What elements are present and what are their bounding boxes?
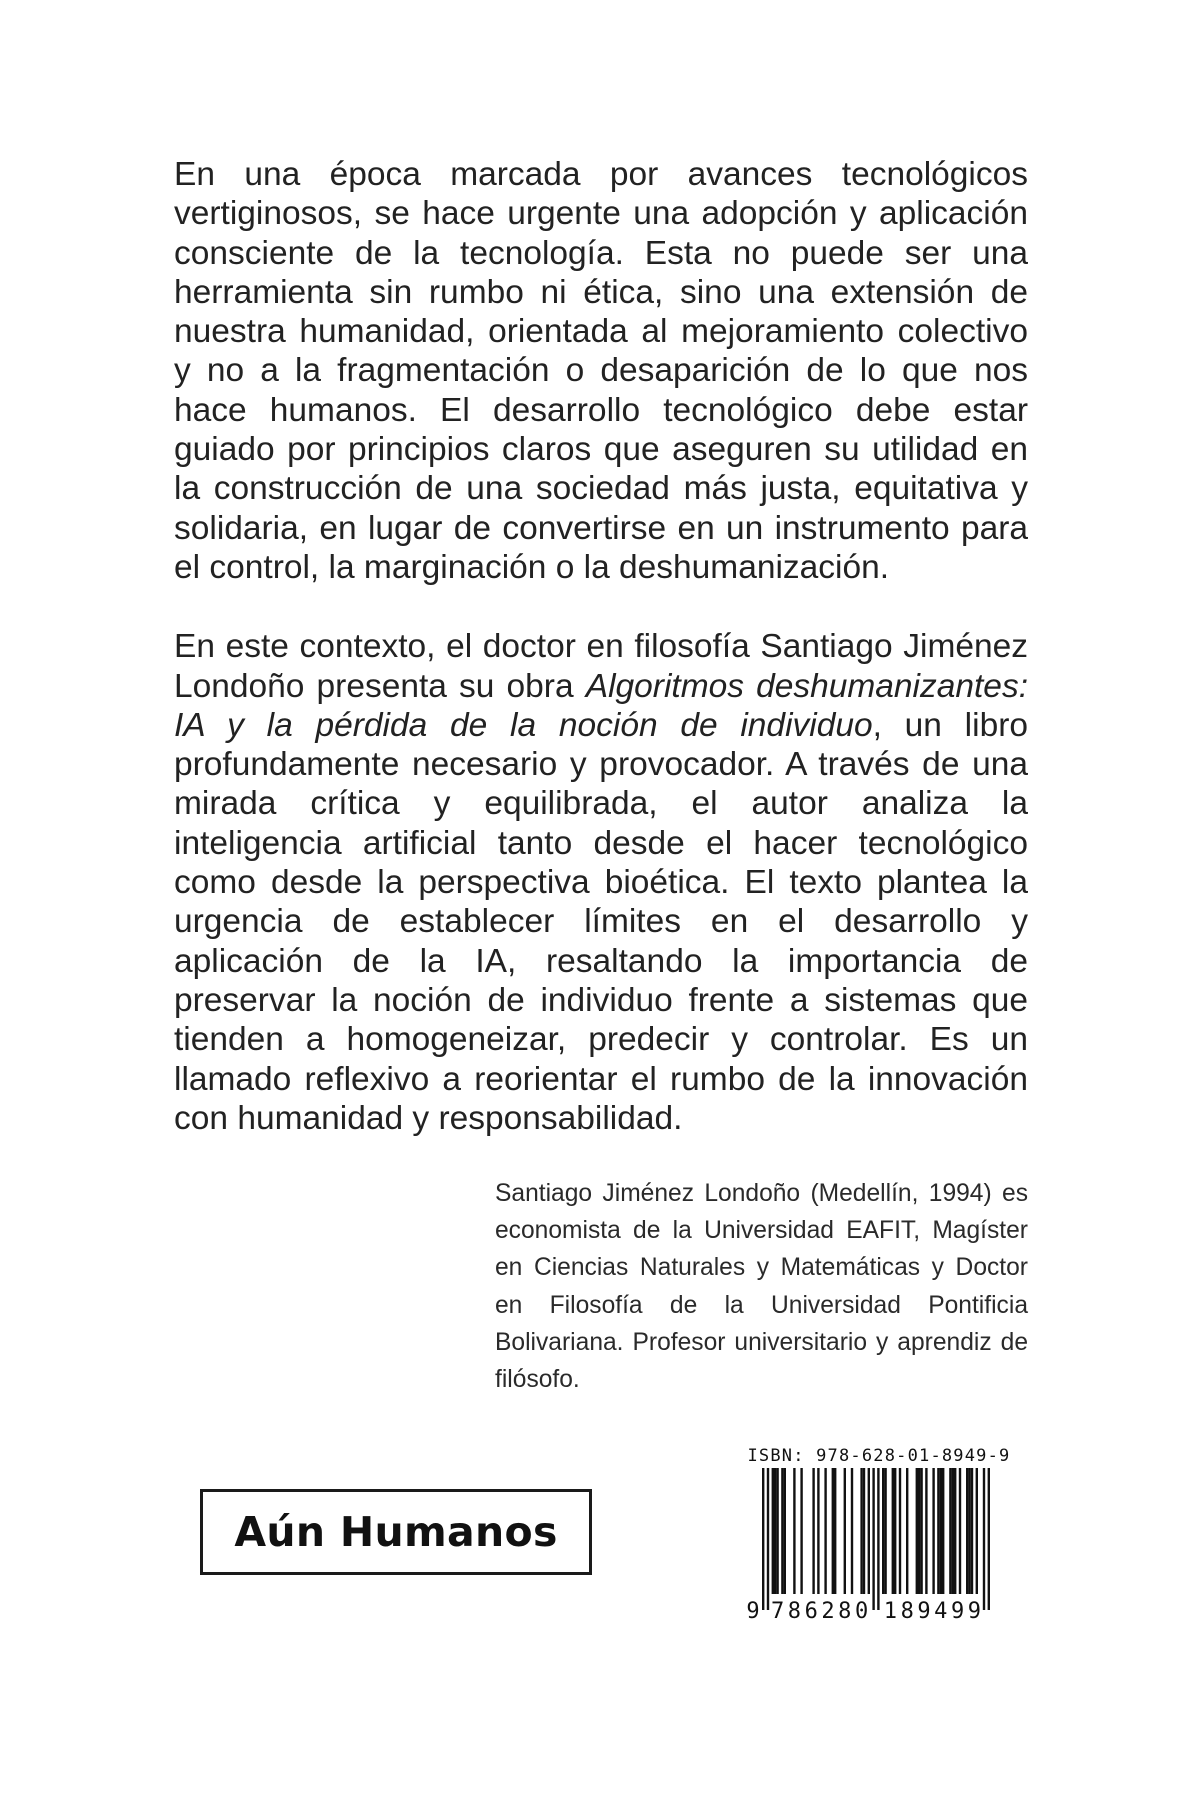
barcode-digit-8: 8 bbox=[900, 1599, 914, 1624]
barcode-digit-1: 7 bbox=[770, 1599, 785, 1624]
barcode-bar bbox=[971, 1468, 973, 1594]
barcode-bar bbox=[872, 1468, 874, 1610]
barcode-bar bbox=[937, 1468, 939, 1594]
synopsis-text-before-title: En este contexto, el doctor en filosofía Santiago Jiménez Londoño presenta su obra bbox=[174, 628, 1028, 705]
barcode-bar bbox=[952, 1468, 954, 1594]
barcode-bar bbox=[959, 1468, 961, 1594]
barcode-bar bbox=[767, 1468, 769, 1610]
barcode-bar bbox=[894, 1468, 896, 1594]
barcode-bar bbox=[968, 1468, 970, 1594]
barcode-bar bbox=[812, 1468, 814, 1594]
barcode-bar bbox=[844, 1468, 846, 1594]
barcode-bar bbox=[925, 1468, 927, 1594]
barcode-bar bbox=[834, 1468, 836, 1594]
barcode-bar bbox=[776, 1468, 778, 1594]
barcode-digit-4: 2 bbox=[821, 1599, 835, 1624]
barcode-digit-11: 9 bbox=[950, 1599, 965, 1624]
barcode-digit-5: 8 bbox=[838, 1599, 852, 1624]
barcode-bar bbox=[906, 1468, 908, 1594]
barcode-bar bbox=[916, 1468, 918, 1594]
barcode-bar bbox=[942, 1468, 944, 1594]
barcode-bar bbox=[772, 1468, 774, 1594]
barcode-digit-9: 9 bbox=[917, 1599, 931, 1624]
barcode-digit-7: 1 bbox=[883, 1599, 898, 1624]
imprint-name: Aún Humanos bbox=[234, 1508, 558, 1556]
barcode-digit-3: 6 bbox=[804, 1599, 818, 1624]
barcode-bar bbox=[988, 1468, 990, 1610]
barcode-bar bbox=[863, 1468, 865, 1594]
barcode-bar bbox=[824, 1468, 826, 1594]
author-bio bbox=[495, 1175, 1028, 1398]
barcode-bar bbox=[949, 1468, 951, 1594]
barcode-bar bbox=[784, 1468, 786, 1594]
barcode-bar bbox=[832, 1468, 834, 1594]
synopsis-paragraph-2 bbox=[174, 627, 1028, 1138]
barcode-bar bbox=[774, 1468, 776, 1594]
barcode-bar bbox=[966, 1468, 968, 1594]
barcode-digit-2: 8 bbox=[787, 1599, 802, 1624]
barcode-bar bbox=[781, 1468, 783, 1594]
barcode-bar bbox=[983, 1468, 985, 1610]
barcode-digit-0: 9 bbox=[746, 1599, 760, 1624]
barcode-bar bbox=[851, 1468, 853, 1594]
isbn-label: ISBN: 978-628-01-8949-9 bbox=[747, 1446, 1011, 1466]
book-title: Algoritmos deshumanizantes: IA y la pérdida de la noción de individuo bbox=[174, 667, 1028, 744]
barcode-bar bbox=[918, 1468, 920, 1594]
barcode-bar bbox=[940, 1468, 942, 1594]
barcode-bar bbox=[882, 1468, 884, 1594]
barcode-bar bbox=[884, 1468, 886, 1594]
barcode-bar bbox=[976, 1468, 978, 1594]
synopsis-text-after-title: , un libro profundamente necesario y provocador. A través de una mirada crítica y equilibrada, el autor analiza la inteligencia artificial tanto desde el hacer tecnológico como desde la perspectiva bioética. El texto plantea la urgencia de establecer límites en el desarrollo y aplicación de la IA, resaltando la importancia de preservar la noción de individuo frente a sistemas que tienden a homogeneizar, predecir y controlar. Es un llamado reflexivo a reorientar el rumbo de la innovación con humanidad y responsabilidad. bbox=[174, 706, 1028, 1137]
barcode-bar bbox=[817, 1468, 819, 1594]
barcode-bar bbox=[793, 1468, 795, 1594]
synopsis bbox=[174, 155, 1028, 1138]
barcode-bar bbox=[899, 1468, 901, 1594]
barcode-digit-10: 4 bbox=[934, 1599, 948, 1624]
barcode-bar bbox=[877, 1468, 879, 1610]
barcode-bar bbox=[932, 1468, 934, 1594]
barcode bbox=[746, 1468, 1012, 1638]
synopsis-paragraph-1: En una época marcada por avances tecnológicos vertiginosos, se hace urgente una adopción y aplicación consciente de la tecnología. Esta no puede ser una herramienta sin rumbo ni ética, sino una extensión de nuestra humanidad, orientada al mejoramiento colectivo y no a la fragmentación o desaparición de lo que nos hace humanos. El desarrollo tecnológico debe estar guiado por principios claros que aseguren su utilidad en la construcción de una sociedad más justa, equitativa y solidaria, en lugar de convertirse en un instrumento para el control, la marginación o la deshumanización. bbox=[174, 156, 1028, 586]
barcode-digit-6: 0 bbox=[854, 1599, 869, 1624]
barcode-bar bbox=[954, 1468, 956, 1594]
barcode-bar bbox=[800, 1468, 802, 1594]
barcode-digits bbox=[746, 1599, 981, 1624]
author-bio-text: Santiago Jiménez Londoño (Medellín, 1994) es economista de la Universidad EAFIT, Magíster en Ciencias Naturales y Matemáticas y Doctor en Filosofía de la Universidad Pontificia Bolivariana. Profesor universitario y aprendiz de filósofo. bbox=[495, 1180, 1028, 1394]
barcode-bars bbox=[762, 1468, 990, 1610]
barcode-bar bbox=[762, 1468, 764, 1610]
barcode-bar bbox=[920, 1468, 922, 1594]
barcode-digit-12: 9 bbox=[967, 1599, 982, 1624]
imprint-logo bbox=[200, 1489, 592, 1575]
isbn-barcode-block bbox=[746, 1446, 1012, 1641]
barcode-bar bbox=[860, 1468, 862, 1594]
barcode-bar bbox=[868, 1468, 870, 1594]
barcode-bar bbox=[892, 1468, 894, 1594]
